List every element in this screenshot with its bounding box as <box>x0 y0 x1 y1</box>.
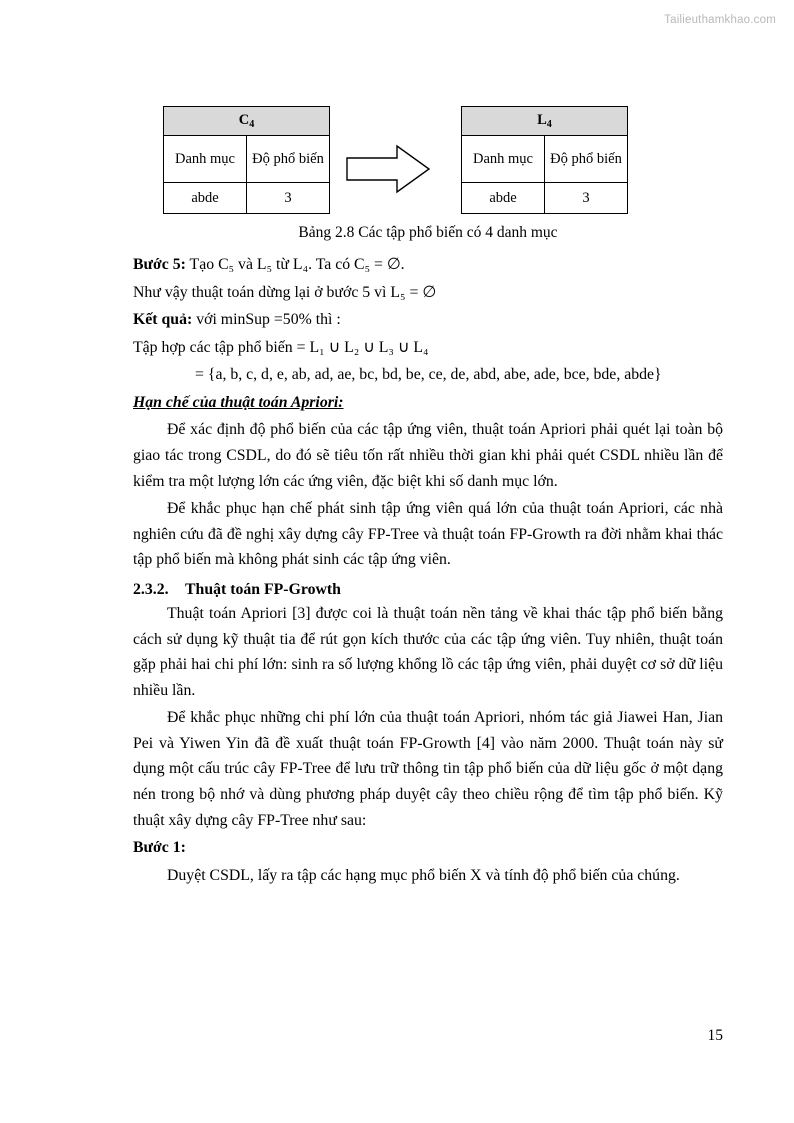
step1-label: Bước 1: <box>133 839 186 857</box>
section-title: Thuật toán FP-Growth <box>185 580 341 598</box>
table-l4-col1-header: Danh mục <box>462 136 545 183</box>
table-l4 <box>461 106 628 214</box>
table-c4-title: $C_4$ <box>164 107 330 136</box>
watermark-text: Tailieuthamkhao.com <box>664 14 776 26</box>
right-arrow-icon <box>345 144 431 194</box>
set-line: = {a, b, c, d, e, ab, ad, ae, bc, bd, be, ce, de, abd, abe, ade, bce, bde, abde} <box>195 366 662 384</box>
union-line: Tập hợp các tập phổ biến = L₁ ∪ L₂ ∪ L₃ ∪ L₄ <box>133 338 429 356</box>
step5-text: Tạo C₅ và L₅ từ L₄. Ta có C₅ = ∅. <box>185 256 405 273</box>
section-number: 2.3.2. <box>133 580 169 598</box>
table-c4-row-item: abde <box>164 183 247 214</box>
page-number: 15 <box>707 1027 723 1044</box>
table-c4-col2-header: Độ phổ biến <box>247 136 330 183</box>
limit-heading <box>133 390 723 416</box>
step1-line <box>133 835 723 861</box>
figure-caption: Bảng 2.8 Các tập phổ biến có 4 danh mục <box>298 224 558 241</box>
tables-figure <box>133 96 723 218</box>
result-label: Kết quả: <box>133 311 193 329</box>
table-l4-row-value: 3 <box>545 183 628 214</box>
result-line <box>133 307 723 333</box>
page-content <box>133 96 723 890</box>
paragraph-5: Duyệt CSDL, lấy ra tập các hạng mục phổ biến X và tính độ phổ biến của chúng. <box>167 866 680 884</box>
section-heading <box>133 581 723 599</box>
limit-heading-text: Hạn chế của thuật toán Apriori: <box>133 393 344 411</box>
paragraph-1: Để xác định độ phổ biến của các tập ứng viên, thuật toán Apriori phải quét lại toàn bộ giao tác trong CSDL, do đó sẽ tiêu tốn rất nhiều thời gian khi phải quét CSDL nhiều lần để kiểm tra một lượng lớn các ứng viên, đặc biệt khi số danh mục lớn. <box>133 421 723 490</box>
paragraph-3: Thuật toán Apriori [3] được coi là thuật toán nền tảng về khai thác tập phổ biến bằng cách sử dụng kỹ thuật tia để rút gọn kích thước của các tập ứng viên. Tuy nhiên, thuật toán gặp phải hai chi phí lớn: sinh ra số lượng khổng lồ các tập ứng viên, phải duyệt cơ sở dữ liệu nhiều lần. <box>133 604 723 699</box>
step5-label: Bước 5: <box>133 256 186 273</box>
paragraph-2: Để khắc phục hạn chế phát sinh tập ứng viên quá lớn của thuật toán Apriori, các nhà nghiên cứu đã đề nghị xây dựng cây FP-Tree và thuật toán FP-Growth ra đời nhằm khai thác tập phổ biến mà không phát sinh các tập ứng viên. <box>133 500 723 569</box>
step5-line <box>133 252 723 278</box>
table-c4 <box>163 106 330 214</box>
stop-line: Như vậy thuật toán dừng lại ở bước 5 vì L₅ = ∅ <box>133 283 437 301</box>
result-text: với minSup =50% thì : <box>192 311 341 329</box>
table-c4-col1-header: Danh mục <box>164 136 247 183</box>
table-l4-col2-header: Độ phổ biến <box>545 136 628 183</box>
table-l4-title: $L_4$ <box>462 107 628 136</box>
paragraph-4: Để khắc phục những chi phí lớn của thuật toán Apriori, nhóm tác giả Jiawei Han, Jian Pei và Yiwen Yin đã đề xuất thuật toán FP-Growth [4] vào năm 2000. Thuật toán này sử dụng một cấu trúc cây FP-Tree để lưu trữ thông tin tập phổ biến của dữ liệu gốc ở một dạng nén trong bộ nhớ và dùng phương pháp duyệt cây theo chiều rộng để tìm tập phổ biến. Kỹ thuật xây dựng cây FP-Tree như sau: <box>133 709 723 829</box>
table-l4-row-item: abde <box>462 183 545 214</box>
table-c4-row-value: 3 <box>247 183 330 214</box>
